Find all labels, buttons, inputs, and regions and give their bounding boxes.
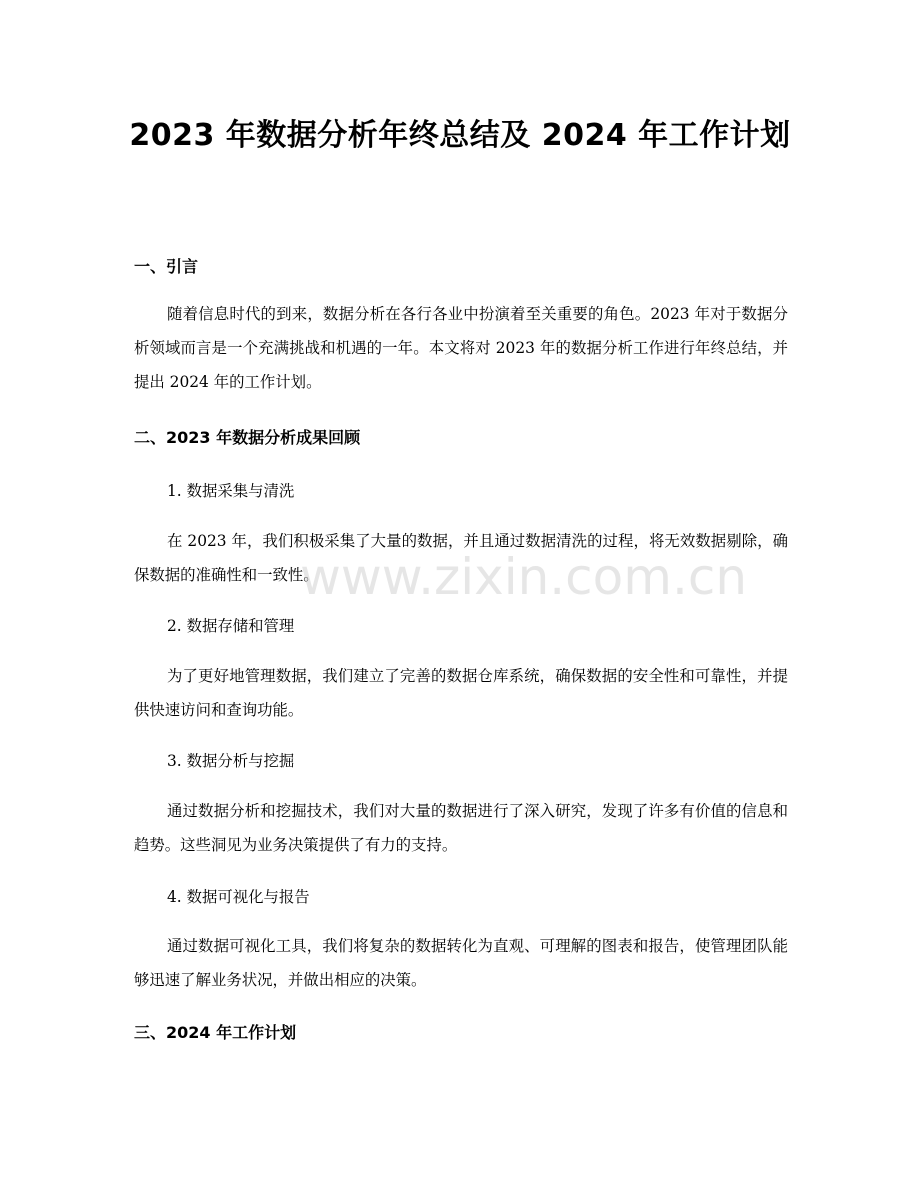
review-item-4-title: 4. 数据可视化与报告 xyxy=(167,888,310,906)
review-item-2-title: 2. 数据存储和管理 xyxy=(167,617,295,635)
review-item-4-text: 通过数据可视化工具，我们将复杂的数据转化为直观、可理解的图表和报告，使管理团队能够迅速了解业务状况，并做出相应的决策。 xyxy=(134,937,788,989)
watermark: www.zixin.com.cn xyxy=(300,548,748,606)
review-item-3-title: 3. 数据分析与挖掘 xyxy=(167,752,295,770)
review-item-1-title: 1. 数据采集与清洗 xyxy=(167,482,295,500)
section-heading-review: 二、2023 年数据分析成果回顾 xyxy=(134,428,361,447)
section-heading-plan: 三、2024 年工作计划 xyxy=(134,1023,297,1042)
section-heading-introduction: 一、引言 xyxy=(134,257,199,276)
review-item-3-text: 通过数据分析和挖掘技术，我们对大量的数据进行了深入研究，发现了许多有价值的信息和趋势。这些洞见为业务决策提供了有力的支持。 xyxy=(134,802,788,854)
document-title: 2023 年数据分析年终总结及 2024 年工作计划 xyxy=(129,118,791,153)
introduction-paragraph: 随着信息时代的到来，数据分析在各行各业中扮演着至关重要的角色。2023 年对于数据分析领域而言是一个充满挑战和机遇的一年。本文将对 2023 年的数据分析工作进行年终总结，并提出 2024 年的工作计划。 xyxy=(134,305,788,391)
review-item-2-text: 为了更好地管理数据，我们建立了完善的数据仓库系统，确保数据的安全性和可靠性，并提供快速访问和查询功能。 xyxy=(134,667,788,719)
review-item-1-text: 在 2023 年，我们积极采集了大量的数据，并且通过数据清洗的过程，将无效数据剔除，确保数据的准确性和一致性。 xyxy=(134,532,788,584)
